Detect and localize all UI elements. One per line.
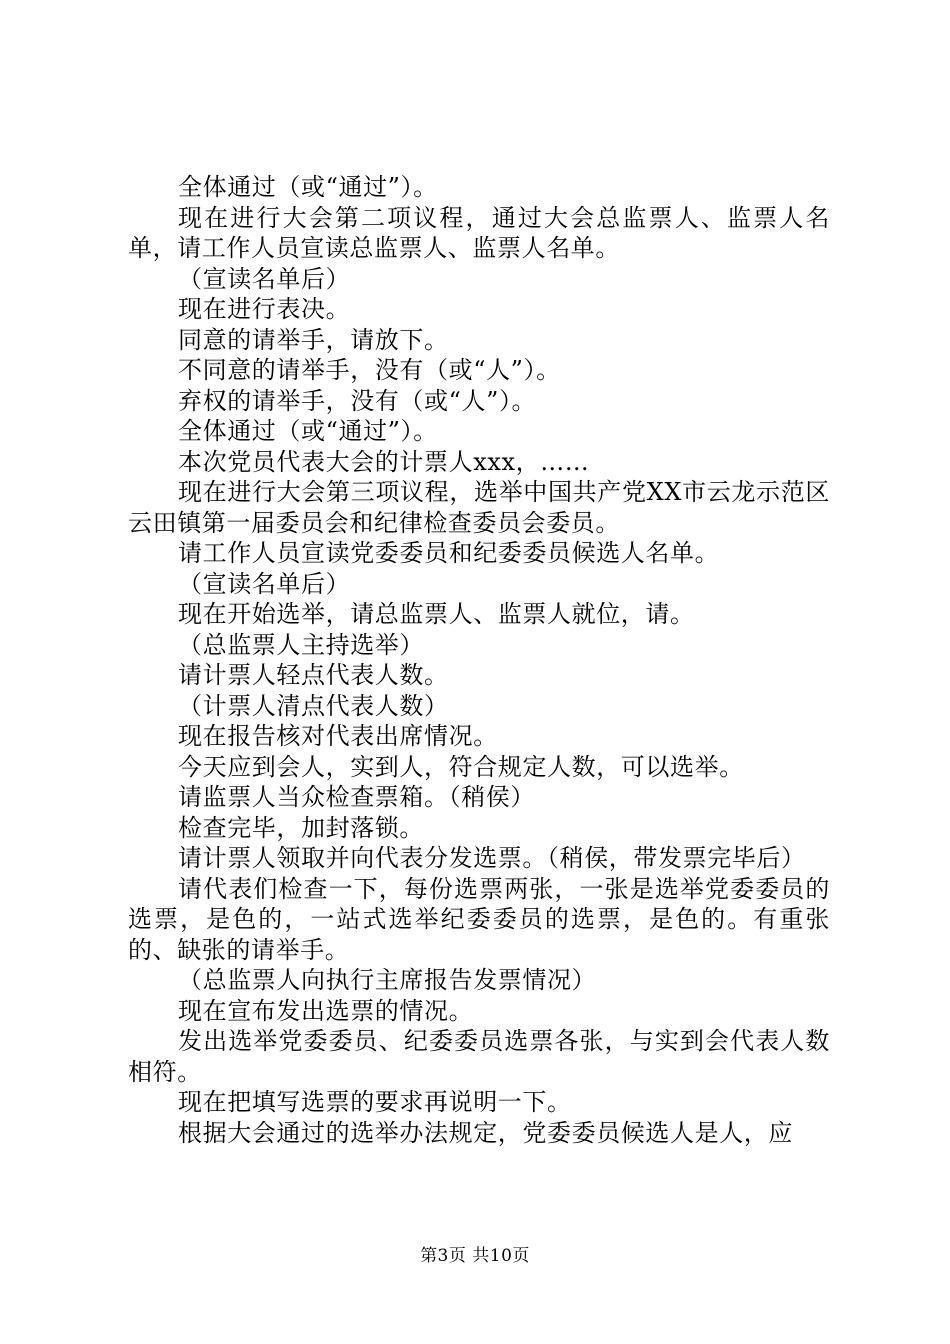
paragraph-2: 现在进行大会第二项议程，通过大会总监票人、监票人名单，请工作人员宣读总监票人、监票人名单。 bbox=[128, 203, 830, 262]
paragraph-14: （总监票人主持选举） bbox=[178, 630, 424, 659]
paragraph-8: 全体通过（或“通过”）。 bbox=[178, 417, 438, 445]
paragraph-15: 请计票人轻点代表人数。 bbox=[178, 661, 449, 689]
paragraph-5: 同意的请举手，请放下。 bbox=[178, 325, 449, 354]
paragraph-3: （宣读名单后） bbox=[178, 264, 351, 293]
paragraph-23: （总监票人向执行主席报告发票情况） bbox=[178, 966, 597, 994]
paragraph-12: （宣读名单后） bbox=[178, 569, 351, 598]
paragraph-1: 全体通过（或“通过”）。 bbox=[178, 173, 438, 201]
paragraph-25: 发出选举党委委员、纪委委员选票各张，与实到会代表人数相符。 bbox=[128, 1027, 830, 1086]
paragraph-22: 请代表们检查一下，每份选票两张，一张是选举党委委员的选票，是色的，一站式选举纪委委员的选票，是色的。有重张的、缺张的请举手。 bbox=[128, 874, 830, 964]
paragraph-19: 请监票人当众检查票箱。（稍侯） bbox=[178, 783, 535, 811]
paragraph-9: 本次党员代表大会的计票人xxx，…… bbox=[178, 447, 590, 476]
paragraph-13: 现在开始选举，请总监票人、监票人就位，请。 bbox=[178, 600, 695, 628]
paragraph-26: 现在把填写选票的要求再说明一下。 bbox=[178, 1088, 572, 1116]
paragraph-4: 现在进行表决。 bbox=[178, 295, 351, 323]
paragraph-18: 今天应到会人，实到人，符合规定人数，可以选举。 bbox=[178, 752, 744, 781]
paragraph-20: 检查完毕，加封落锁。 bbox=[178, 813, 424, 842]
document-body bbox=[128, 172, 830, 1148]
page-number-footer: 第3页 共10页 bbox=[420, 1246, 530, 1266]
paragraph-24: 现在宣布发出选票的情况。 bbox=[178, 996, 474, 1025]
paragraph-17: 现在报告核对代表出席情况。 bbox=[178, 722, 498, 750]
paragraph-16: （计票人清点代表人数） bbox=[178, 691, 449, 720]
paragraph-6: 不同意的请举手，没有（或“人”）。 bbox=[178, 356, 561, 384]
paragraph-27: 根据大会通过的选举办法规定，党委委员候选人是人，应 bbox=[178, 1118, 793, 1147]
paragraph-11: 请工作人员宣读党委委员和纪委委员候选人名单。 bbox=[178, 539, 720, 567]
paragraph-10: 现在进行大会第三项议程，选举中国共产党XX市云龙示范区云田镇第一届委员会和纪律检查委员会委员。 bbox=[128, 478, 830, 537]
paragraph-21: 请计票人领取并向代表分发选票。（稍侯，带发票完毕后） bbox=[178, 844, 806, 872]
paragraph-7: 弃权的请举手，没有（或“人”）。 bbox=[178, 386, 537, 415]
